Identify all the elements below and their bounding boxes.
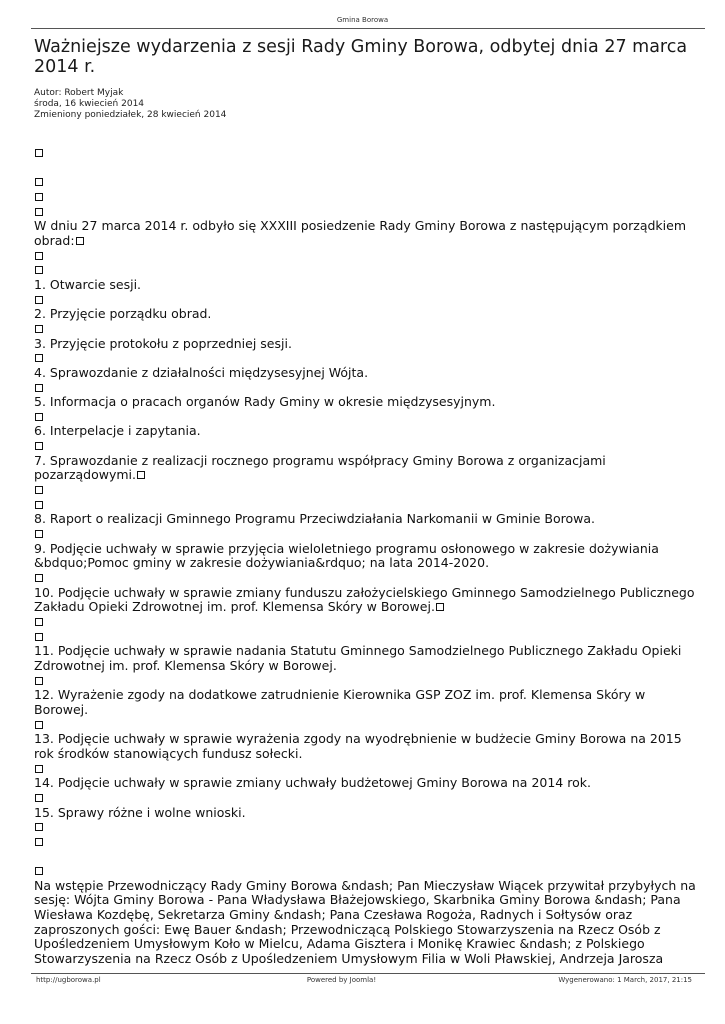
glyph-line bbox=[34, 410, 694, 425]
article-meta bbox=[34, 88, 226, 121]
agenda-item: Zdrowotnej im. prof. Klemensa Skóry w Borowej. bbox=[34, 657, 337, 673]
agenda-item: 3. Przyjęcie protokołu z poprzedniej sesji. bbox=[34, 335, 292, 351]
footer-divider bbox=[31, 973, 705, 974]
missing-glyph-box bbox=[35, 867, 43, 875]
blank-line bbox=[34, 161, 694, 176]
glyph-line bbox=[34, 762, 694, 777]
site-header: Gmina Borowa bbox=[336, 16, 389, 24]
missing-glyph-box bbox=[436, 603, 444, 611]
agenda-item: 12. Wyrażenie zgody na dodatkowe zatrudnienie Kierownika GSP ZOZ im. prof. Klemensa Skóry w bbox=[34, 687, 646, 703]
missing-glyph-box bbox=[35, 838, 43, 846]
glyph-line bbox=[34, 498, 694, 513]
title-line-1: Ważniejsze wydarzenia z sesji Rady Gminy Borowa, odbytej dnia 27 marca bbox=[34, 37, 688, 57]
missing-glyph-box bbox=[35, 486, 43, 494]
missing-glyph-box bbox=[35, 266, 43, 274]
glyph-line bbox=[34, 864, 694, 879]
agenda-item: 5. Informacja o pracach organów Rady Gminy w okresie międzysesyjnym. bbox=[34, 394, 496, 410]
glyph-line bbox=[34, 381, 694, 396]
missing-glyph-box bbox=[137, 471, 145, 479]
agenda-item: &bdquo;Pomoc gminy w zakresie dożywiania&rdquo; na lata 2014-2020. bbox=[34, 555, 490, 571]
missing-glyph-box bbox=[35, 208, 43, 216]
missing-glyph-box bbox=[35, 501, 43, 509]
missing-glyph-box bbox=[35, 721, 43, 729]
missing-glyph-box bbox=[35, 384, 43, 392]
agenda-item: 15. Sprawy różne i wolne wnioski. bbox=[34, 804, 246, 820]
paragraph-line: Stowarzyszenia na Rzecz Osób z Upośledzeniem Umysłowym Filia w Woli Pławskiej, Andrzeja Jarosza bbox=[34, 951, 664, 967]
glyph-line bbox=[34, 820, 694, 835]
footer-generated: Wygenerowano: 1 March, 2017, 21:15 bbox=[558, 976, 692, 984]
missing-glyph-box bbox=[35, 794, 43, 802]
article-title bbox=[34, 37, 694, 77]
agenda-item: 2. Przyjęcie porządku obrad. bbox=[34, 306, 212, 322]
glyph-line bbox=[34, 674, 694, 689]
glyph-line bbox=[34, 322, 694, 337]
missing-glyph-box bbox=[35, 149, 43, 157]
missing-glyph-box bbox=[35, 193, 43, 201]
glyph-line bbox=[34, 175, 694, 190]
agenda-item: Borowej. bbox=[34, 701, 89, 717]
glyph-line bbox=[34, 351, 694, 366]
created-date: środa, 16 kwiecień 2014 bbox=[34, 99, 145, 109]
paragraph-line: Upośledzeniem Umysłowym Koło w Mielcu, Adama Gisztera i Monikę Krawiec &ndash; z Polskiego bbox=[34, 936, 645, 952]
missing-glyph-box bbox=[35, 574, 43, 582]
agenda-item: pozarządowymi. bbox=[34, 468, 694, 483]
missing-glyph-box bbox=[76, 237, 84, 245]
agenda-item: 7. Sprawozdanie z realizacji rocznego programu współpracy Gminy Borowa z organizacjami bbox=[34, 452, 606, 468]
agenda-item: 4. Sprawozdanie z działalności międzysesyjnej Wójta. bbox=[34, 364, 369, 380]
glyph-line bbox=[34, 146, 694, 161]
glyph-line bbox=[34, 615, 694, 630]
agenda-item: rok środków stanowiących fundusz sołecki. bbox=[34, 745, 303, 761]
intro-text: W dniu 27 marca 2014 r. odbyło się XXXIII posiedzenie Rady Gminy Borowa z następującym porządkiem bbox=[34, 218, 687, 234]
agenda-item: 8. Raport o realizacji Gminnego Programu Przeciwdziałania Narkomanii w Gminie Borowa. bbox=[34, 511, 596, 527]
glyph-line bbox=[34, 439, 694, 454]
glyph-line bbox=[34, 718, 694, 733]
missing-glyph-box bbox=[35, 677, 43, 685]
footer-url[interactable]: http://ugborowa.pl bbox=[36, 976, 101, 984]
author: Autor: Robert Myjak bbox=[34, 88, 124, 98]
missing-glyph-box bbox=[35, 296, 43, 304]
glyph-line bbox=[34, 791, 694, 806]
agenda-item: 14. Podjęcie uchwały w sprawie zmiany uchwały budżetowej Gminy Borowa na 2014 rok. bbox=[34, 775, 591, 791]
missing-glyph-box bbox=[35, 442, 43, 450]
missing-glyph-box bbox=[35, 252, 43, 260]
article-body bbox=[34, 146, 694, 967]
agenda-item: 13. Podjęcie uchwały w sprawie wyrażenia zgody na wyodrębnienie w budżecie Gminy Borowa na 2015 bbox=[34, 731, 682, 747]
agenda-item: 10. Podjęcie uchwały w sprawie zmiany funduszu założycielskiego Gminnego Samodzielnego Publicznego bbox=[34, 584, 695, 600]
agenda-item: 9. Podjęcie uchwały w sprawie przyjęcia wieloletniego programu osłonowego w zakresie dożywiania bbox=[34, 540, 659, 556]
paragraph-line: Wiesława Kozdębę, Sekretarza Gminy &ndash; Pana Czesława Rogoża, Radnych i Sołtysów oraz bbox=[34, 907, 633, 923]
title-line-2: 2014 r. bbox=[34, 57, 96, 77]
missing-glyph-box bbox=[35, 530, 43, 538]
missing-glyph-box bbox=[35, 765, 43, 773]
footer-powered[interactable]: Powered by Joomla! bbox=[306, 976, 377, 984]
intro-text: obrad: bbox=[34, 234, 694, 249]
glyph-line bbox=[34, 571, 694, 586]
paragraph-line: Na wstępie Przewodniczący Rady Gminy Borowa &ndash; Pan Mieczysław Wiącek przywitał przybyłych na bbox=[34, 877, 696, 893]
glyph-line bbox=[34, 835, 694, 850]
paragraph-line: zaproszonych gości: Ewę Bauer &ndash; Przewodniczącą Polskiego Stowarzyszenia na Rzecz Osób z bbox=[34, 921, 661, 937]
agenda-item: 11. Podjęcie uchwały w sprawie nadania Statutu Gminnego Samodzielnego Publicznego Zakładu Opieki bbox=[34, 643, 682, 659]
glyph-line bbox=[34, 263, 694, 278]
agenda-item: 1. Otwarcie sesji. bbox=[34, 276, 142, 292]
header-divider bbox=[31, 28, 705, 29]
glyph-line bbox=[34, 249, 694, 264]
missing-glyph-box bbox=[35, 413, 43, 421]
blank-line bbox=[34, 850, 694, 865]
agenda-item: 6. Interpelacje i zapytania. bbox=[34, 423, 201, 439]
agenda-item: Zakładu Opieki Zdrowotnej im. prof. Klemensa Skóry w Borowej. bbox=[34, 600, 694, 615]
missing-glyph-box bbox=[35, 325, 43, 333]
modified-date: Zmieniony poniedziałek, 28 kwiecień 2014 bbox=[34, 110, 227, 120]
glyph-line bbox=[34, 527, 694, 542]
glyph-line bbox=[34, 483, 694, 498]
glyph-line bbox=[34, 190, 694, 205]
missing-glyph-box bbox=[35, 633, 43, 641]
missing-glyph-box bbox=[35, 618, 43, 626]
missing-glyph-box bbox=[35, 823, 43, 831]
glyph-line bbox=[34, 630, 694, 645]
missing-glyph-box bbox=[35, 178, 43, 186]
missing-glyph-box bbox=[35, 354, 43, 362]
glyph-line bbox=[34, 293, 694, 308]
glyph-line bbox=[34, 205, 694, 220]
paragraph-line: sesję: Wójta Gminy Borowa - Pana Władysława Błażejowskiego, Skarbnika Gminy Borowa &ndash; Pana bbox=[34, 892, 681, 908]
